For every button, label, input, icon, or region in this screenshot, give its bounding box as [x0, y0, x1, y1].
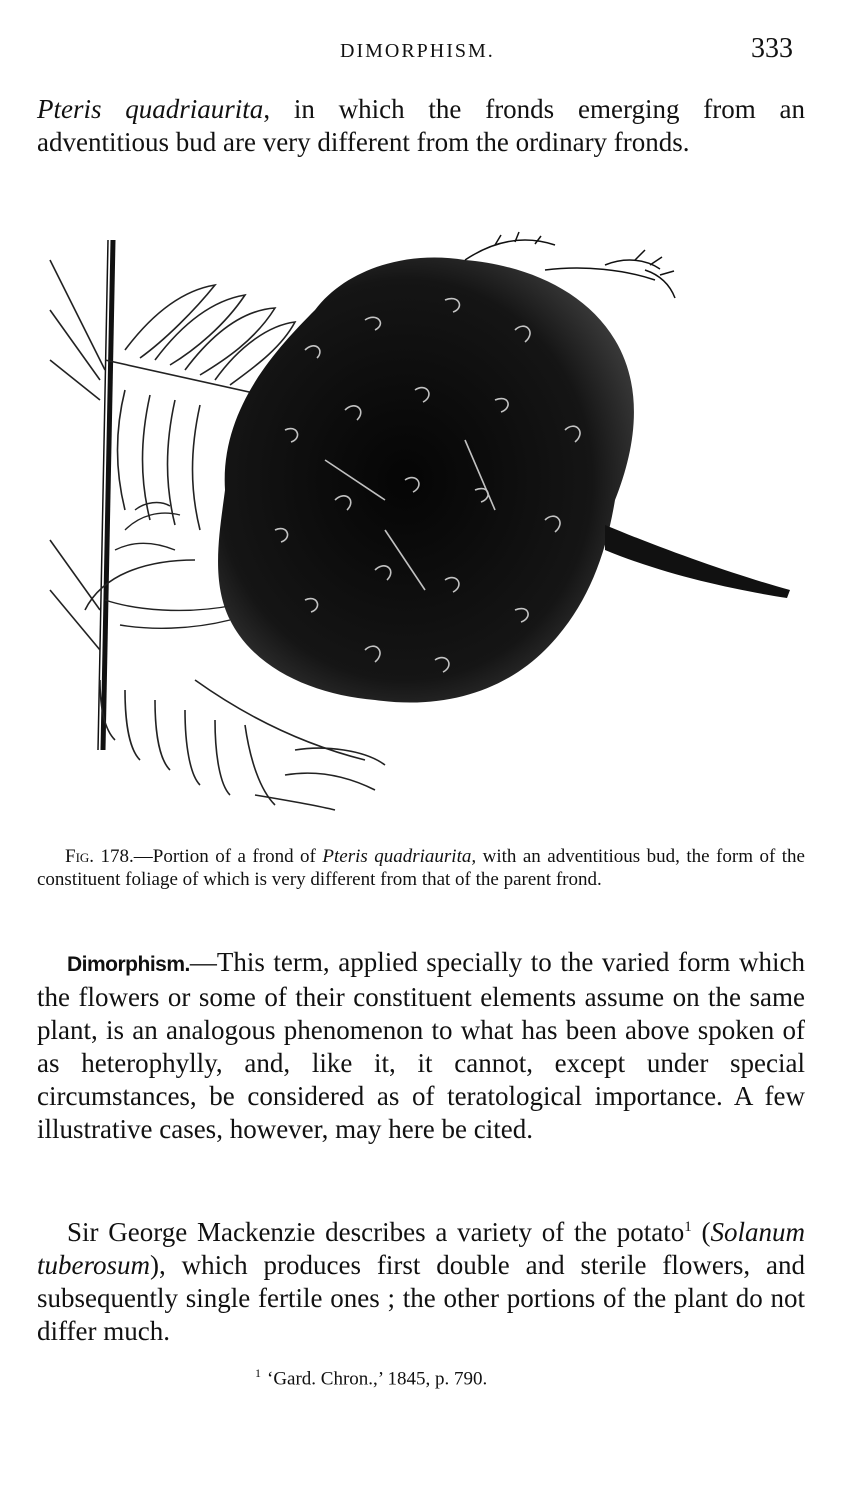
dimorphism-paragraph [37, 946, 805, 1146]
mackenzie-species: Solanum tuberosum [37, 1217, 805, 1280]
mackenzie-paragraph [37, 1211, 805, 1348]
parent-frond-stalk [103, 240, 113, 750]
running-head: DIMORPHISM. [340, 40, 495, 62]
footnote-mark: 1 [255, 1366, 261, 1380]
left-foliage [105, 503, 235, 629]
footnote [255, 1366, 487, 1390]
dimorphism-text: —This term, applied specially to the varied form which the flowers or some of their constituent elements assume on the same plant, is an analogous phenomenon to what has been above spoken of as heterophylly, and, like it, it cannot, except under special circumstances, be considered as of teratological importance. A few illustrative cases, however, may here be cited. [37, 947, 805, 1144]
mackenzie-text-c: ), which produces first double and sterile flowers, and subsequently single fertile ones ; the other portions of the plant do not differ much. [37, 1250, 805, 1346]
footnote-reference: 1 [684, 1219, 692, 1235]
caption-pre: —Portion of a frond of [133, 846, 323, 867]
caption-species: Pteris quadriaurita, [322, 846, 477, 867]
mackenzie-text-a: Sir George Mackenzie describes a variety of the potato [67, 1217, 685, 1247]
mackenzie-text-b: ( [691, 1217, 711, 1247]
figure-caption [37, 845, 805, 891]
intro-species: Pteris quadriaurita [37, 94, 264, 124]
intro-paragraph [37, 93, 805, 159]
fern-illustration [45, 230, 805, 830]
fern-engraving [45, 230, 805, 830]
figure-label: Fig. 178. [65, 846, 134, 867]
dimorphism-term: Dimorphism. [67, 953, 190, 976]
page-number: 333 [751, 33, 793, 64]
rhizome [605, 525, 790, 598]
caption-post: with an adventitious bud, the form of the constituent foliage of which is very different from that of the parent frond. [37, 846, 805, 890]
intro-text: , in which the fronds emerging from an adventitious bud are very different from the ordinary fronds. [37, 94, 806, 157]
footnote-text: ‘Gard. Chron.,’ 1845, p. 790. [267, 1368, 488, 1390]
adventitious-bud [218, 257, 634, 702]
